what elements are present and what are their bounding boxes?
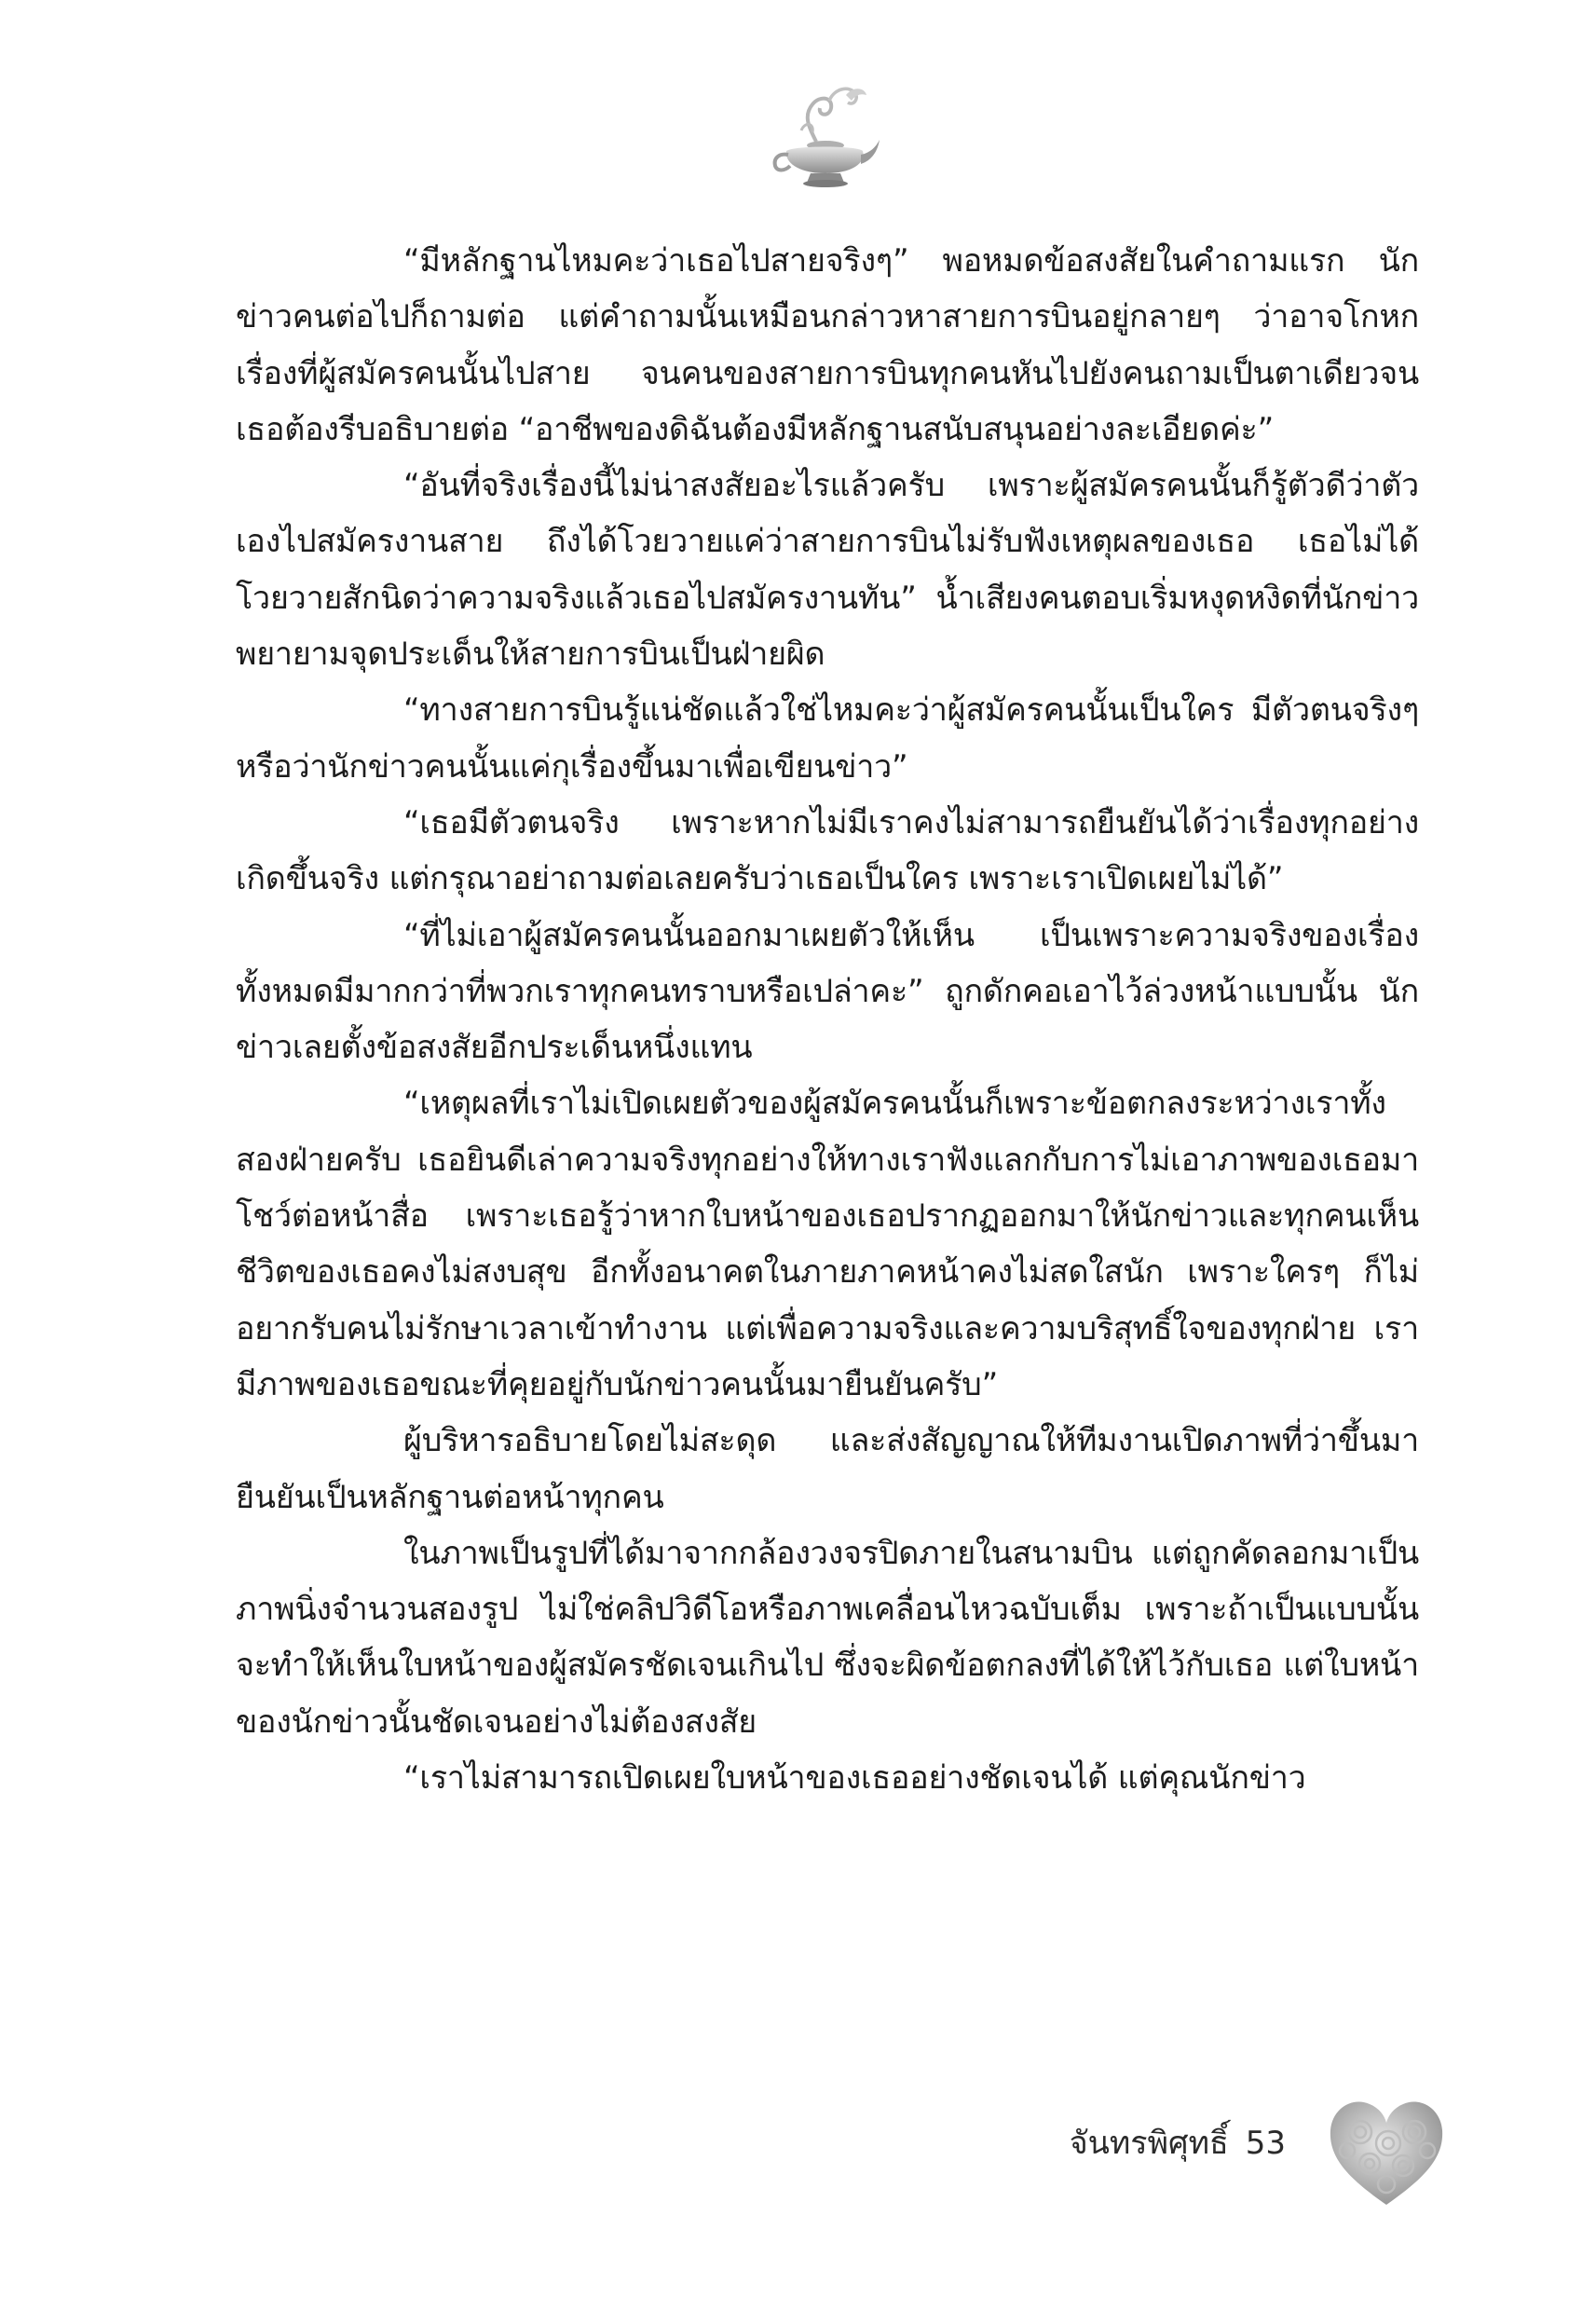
paragraph: “เธอมีตัวตนจริง เพราะหากไม่มีเราคงไม่สามารถยืนยันได้ว่าเรื่องทุกอย่างเกิดขึ้นจริง แต่กรุณาอย่าถามต่อเลยครับว่าเธอเป็นใคร เพราะเราเปิดเผยไม่ได้” bbox=[236, 803, 1419, 898]
paragraph: “เหตุผลที่เราไม่เปิดเผยตัวของผู้สมัครคนนั้นก็เพราะข้อตกลงระหว่างเราทั้งสองฝ่ายครับ เธอยินดีเล่าความจริงทุกอย่างให้ทางเราฟังแลกกับการไม่เอาภาพของเธอมาโชว์ต่อหน้าสื่อ เพราะเธอรู้ว่าหากใบหน้าของเธอปรากฏออกมาให้นักข่าวและทุกคนเห็น ชีวิตของเธอคงไม่สงบสุข อีกทั้งอนาคตในภายภาคหน้าคงไม่สดใสนัก เพราะใครๆ ก็ไม่อยากรับคนไม่รักษาเวลาเข้าทำงาน แต่เพื่อความจริงและความบริสุทธิ์ใจของทุกฝ่าย เรามีภาพของเธอขณะที่คุยอยู่กับนักข่าวคนนั้นมายืนยันครับ” bbox=[236, 1085, 1419, 1403]
paragraph: “อันที่จริงเรื่องนี้ไม่น่าสงสัยอะไรแล้วครับ เพราะผู้สมัครคนนั้นก็รู้ตัวดีว่าตัวเองไปสมัครงานสาย ถึงได้โวยวายแค่ว่าสายการบินไม่รับฟังเหตุผลของเธอ เธอไม่ได้โวยวายสักนิดว่าความจริงแล้วเธอไปสมัครงานทัน” น้ำเสียงคนตอบเริ่มหงุดหงิดที่นักข่าวพยายามจุดประเด็นให้สายการบินเป็นฝ่ายผิด bbox=[236, 467, 1419, 674]
paragraph: “มีหลักฐานไหมคะว่าเธอไปสายจริงๆ” พอหมดข้อสงสัยในคำถามแรก นักข่าวคนต่อไปก็ถามต่อ แต่คำถามนั้นเหมือนกล่าวหาสายการบินอยู่กลายๆ ว่าอาจโกหกเรื่องที่ผู้สมัครคนนั้นไปสาย จนคนของสายการบินทุกคนหันไปยังคนถามเป็นตาเดียวจนเธอต้องรีบอธิบายต่อ “อาชีพของดิฉันต้องมีหลักฐานสนับสนุนอย่างละเอียดค่ะ” bbox=[236, 242, 1419, 448]
paragraph: “ทางสายการบินรู้แน่ชัดแล้วใช่ไหมคะว่าผู้สมัครคนนั้นเป็นใคร มีตัวตนจริงๆ หรือว่านักข่าวคนนั้นแค่กุเรื่องขึ้นมาเพื่อเขียนข่าว” bbox=[236, 691, 1419, 786]
page-footer bbox=[1006, 2115, 1286, 2171]
paragraph: ในภาพเป็นรูปที่ได้มาจากกล้องวงจรปิดภายในสนามบิน แต่ถูกคัดลอกมาเป็นภาพนิ่งจำนวนสองรูป ไม่ใช่คลิปวิดีโอหรือภาพเคลื่อนไหวฉบับเต็ม เพราะถ้าเป็นแบบนั้นจะทำให้เห็นใบหน้าของผู้สมัครชัดเจนเกินไป ซึ่งจะผิดข้อตกลงที่ได้ให้ไว้กับเธอ แต่ใบหน้าของนักข่าวนั้นชัดเจนอย่างไม่ต้องสงสัย bbox=[236, 1534, 1419, 1741]
body-text bbox=[236, 233, 1419, 1806]
paragraph: ผู้บริหารอธิบายโดยไม่สะดุด และส่งสัญญาณให้ทีมงานเปิดภาพที่ว่าขึ้นมายืนยันเป็นหลักฐานต่อหน้าทุกคน bbox=[236, 1422, 1419, 1516]
genie-lamp-icon bbox=[764, 75, 885, 196]
paragraph: “ที่ไม่เอาผู้สมัครคนนั้นออกมาเผยตัวให้เห็น เป็นเพราะความจริงของเรื่องทั้งหมดมีมากกว่าที่พวกเราทุกคนทราบหรือเปล่าคะ” ถูกดักคอเอาไว้ล่วงหน้าแบบนั้น นักข่าวเลยตั้งข้อสงสัยอีกประเด็นหนึ่งแทน bbox=[236, 916, 1419, 1067]
page-number: 53 bbox=[1245, 2125, 1286, 2162]
book-title: จันทรพิศุทธิ์ bbox=[1069, 2125, 1229, 2162]
rose-heart-icon bbox=[1321, 2085, 1452, 2216]
paragraph: “เราไม่สามารถเปิดเผยใบหน้าของเธออย่างชัดเจนได้ แต่คุณนักข่าว bbox=[403, 1759, 1306, 1798]
